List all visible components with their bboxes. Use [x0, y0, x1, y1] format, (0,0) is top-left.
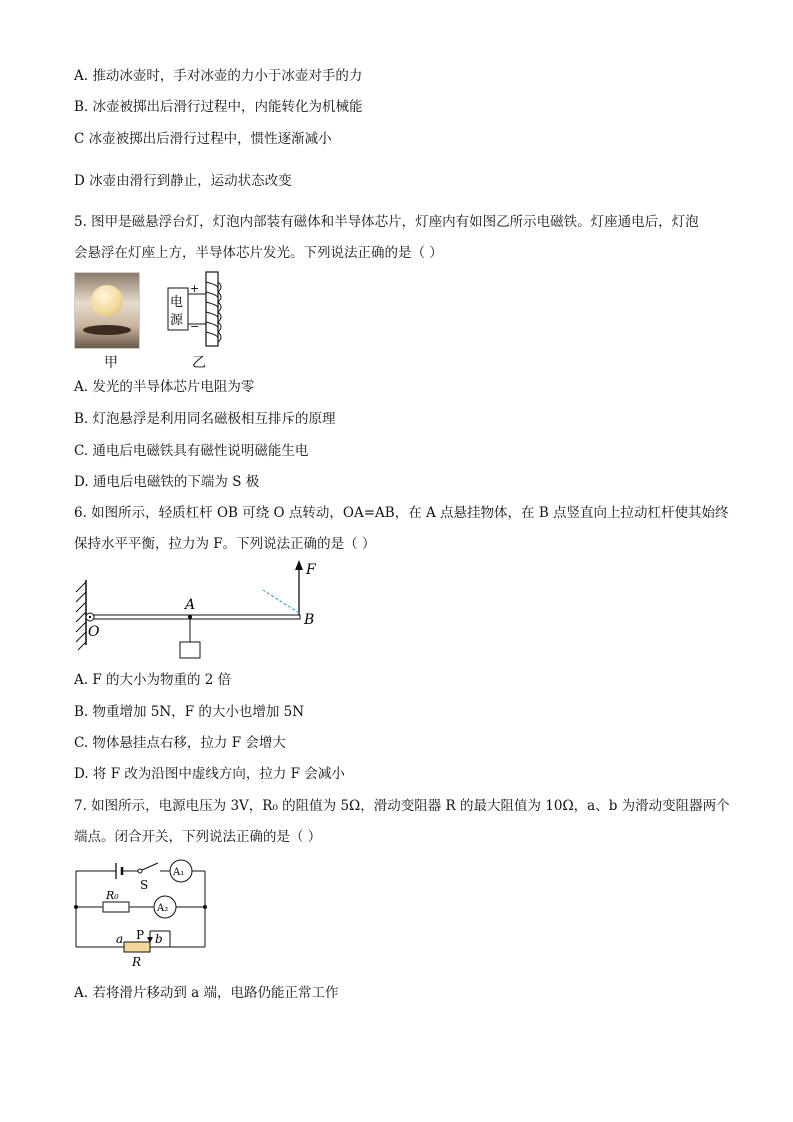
ammeter-a1-label: A₁	[173, 867, 185, 878]
q5-option-a: A. 发光的半导体芯片电阻为零	[74, 379, 255, 395]
label-b: B	[304, 612, 315, 628]
q6-option-c: C. 物体悬挂点右移，拉力 F 会增大	[74, 735, 286, 751]
q6-option-d: D. 将 F 改为沿图中虚线方向，拉力 F 会减小	[74, 766, 345, 782]
rheostat-r-label: R	[132, 955, 142, 969]
lever-diagram	[70, 560, 330, 665]
q6-option-b: B. 物重增加 5N，F 的大小也增加 5N	[74, 704, 305, 720]
minus-sign: −	[190, 320, 200, 333]
figure-label-a: 甲	[104, 355, 118, 371]
q5-option-b: B. 灯泡悬浮是利用同名磁极相互排斥的原理	[74, 411, 336, 427]
circuit-diagram	[70, 855, 215, 970]
figure-label-b: 乙	[192, 355, 206, 371]
maglev-lamp-photo	[74, 272, 140, 349]
lamp-base-icon	[83, 325, 131, 335]
plus-sign: +	[190, 282, 200, 295]
label-o: O	[88, 624, 100, 640]
electromagnet-diagram	[160, 268, 240, 353]
q4-option-b: B. 冰壶被掷出后滑行过程中，内能转化为机械能	[74, 99, 363, 115]
q6-stem-line2: 保持水平平衡，拉力为 F。下列说法正确的是（ ）	[74, 536, 376, 552]
slider-p-label: P	[136, 928, 145, 942]
label-a: A	[185, 597, 196, 613]
q4-option-d: D 冰壶由滑行到静止，运动状态改变	[74, 173, 292, 189]
ammeter-a2-label: A₂	[157, 903, 169, 914]
q5-option-c: C. 通电后电磁铁具有磁性说明磁能生电	[74, 443, 309, 459]
switch-label: S	[140, 878, 149, 892]
resistor-r0-label: R₀	[106, 889, 119, 902]
q5-stem-line1: 5. 图甲是磁悬浮台灯，灯泡内部装有磁体和半导体芯片，灯座内有如图乙所示电磁铁。灯座通电后，灯泡	[74, 214, 699, 230]
power-label-2: 源	[170, 313, 184, 328]
q5-option-d: D. 通电后电磁铁的下端为 S 极	[74, 474, 260, 490]
q5-stem-line2: 会悬浮在灯座上方，半导体芯片发光。下列说法正确的是（ ）	[74, 245, 443, 261]
q4-option-a: A. 推动冰壶时，手对冰壶的力小于冰壶对手的力	[74, 68, 363, 84]
terminal-a-label: a	[116, 932, 124, 946]
q6-stem-line1: 6. 如图所示，轻质杠杆 OB 可绕 O 点转动，OA=AB，在 A 点悬挂物体，在 B 点竖直向上拉动杠杆使其始终	[74, 505, 729, 521]
q7-stem-line2: 端点。闭合开关，下列说法正确的是（ ）	[74, 829, 322, 845]
label-f: F	[306, 562, 316, 578]
q7-stem-line1: 7. 如图所示，电源电压为 3V，R₀ 的阻值为 5Ω，滑动变阻器 R 的最大阻值为 10Ω，a、b 为滑动变阻器两个	[74, 798, 730, 814]
terminal-b-label: b	[155, 932, 163, 946]
q4-option-c: C 冰壶被掷出后滑行过程中，惯性逐渐减小	[74, 131, 332, 147]
q6-option-a: A. F 的大小为物重的 2 倍	[74, 672, 232, 688]
power-label-1: 电	[170, 295, 184, 310]
q7-option-a: A. 若将滑片移动到 a 端，电路仍能正常工作	[74, 985, 339, 1001]
moon-lamp-icon	[91, 285, 123, 317]
